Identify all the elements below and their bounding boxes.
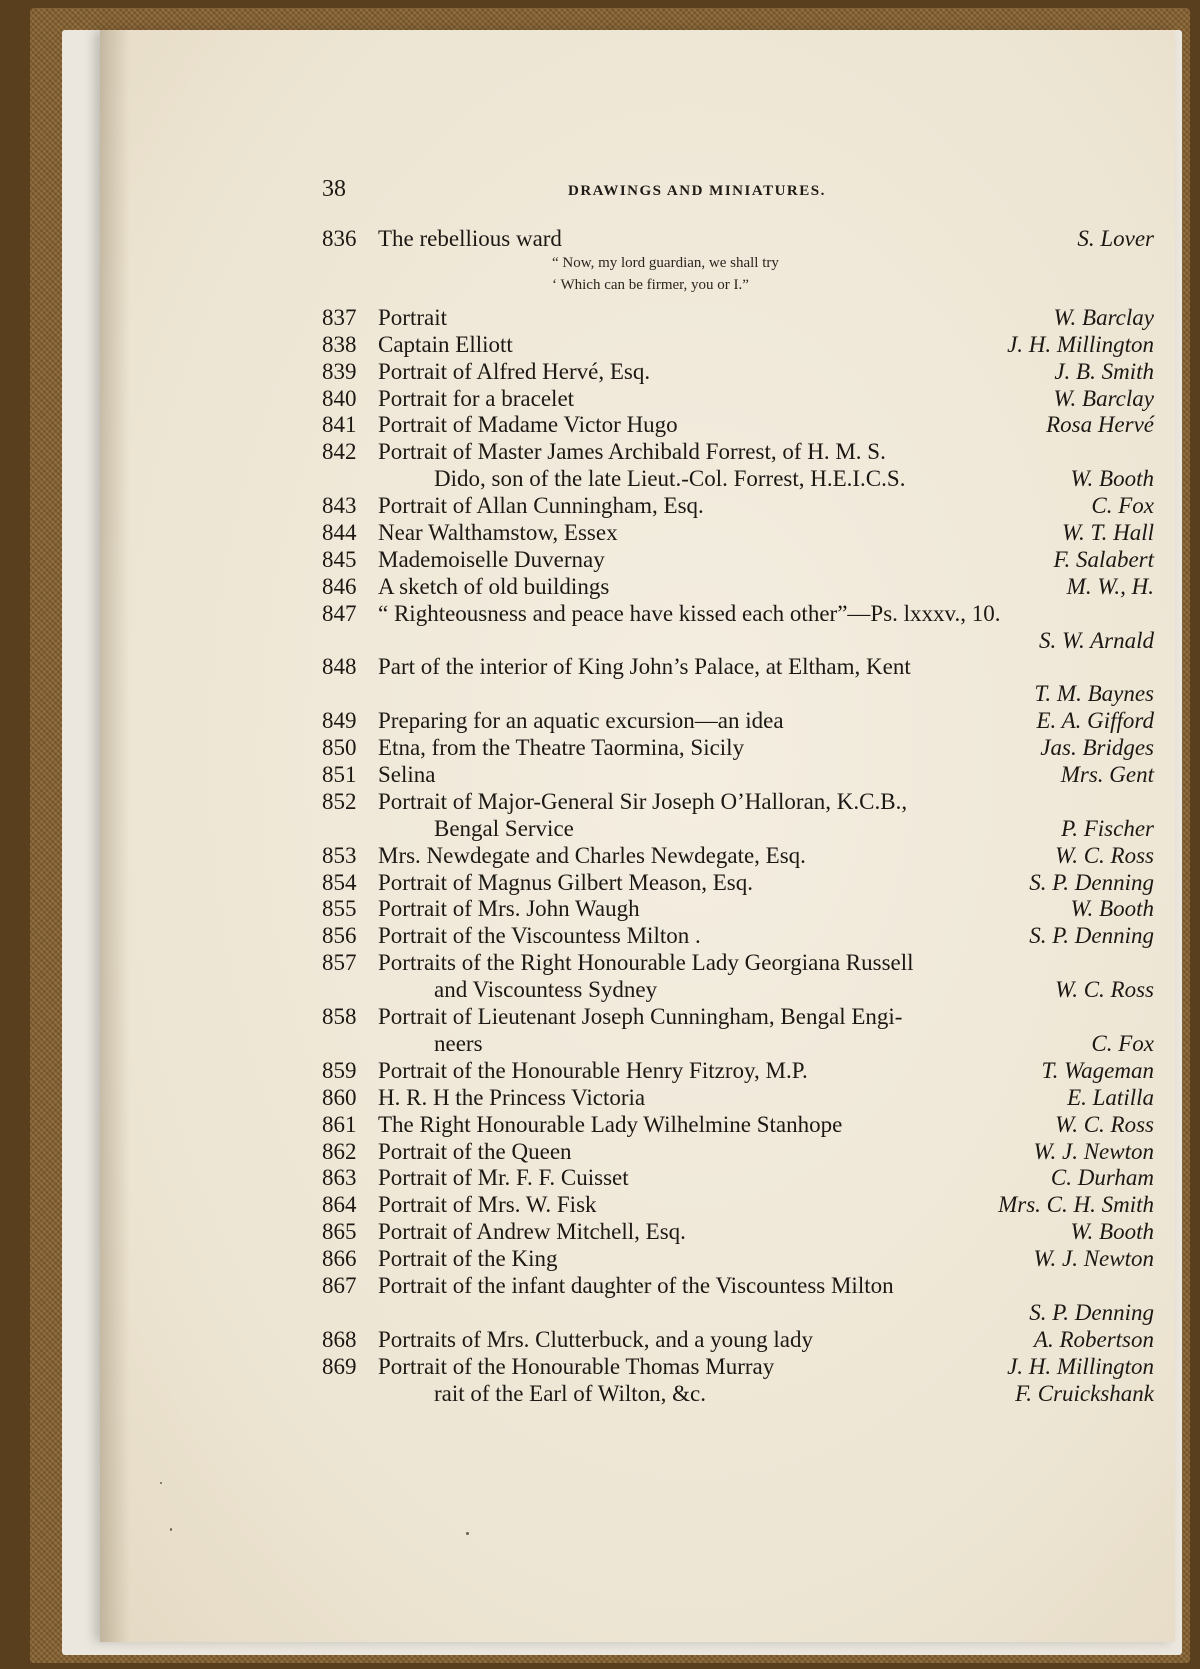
catalogue-entry: [322, 896, 1154, 923]
entry-artist: F. Salabert: [1053, 546, 1154, 572]
entry-artist-line: [322, 628, 1154, 655]
entry-number: 850: [322, 735, 357, 761]
entry-artist: S. P. Denning: [1029, 1299, 1154, 1325]
catalogue-entry: [322, 1219, 1154, 1246]
entry-number: 848: [322, 654, 357, 680]
entry-artist: S. W. Arnald: [1038, 627, 1154, 653]
entry-title: Portrait of the Honourable Thomas Murray: [378, 1353, 775, 1379]
catalogue-entry: [322, 493, 1154, 520]
entry-number: 842: [322, 439, 357, 465]
catalogue-entry: [322, 762, 1154, 789]
entry-title: Portrait of Andrew Mitchell, Esq.: [378, 1219, 686, 1245]
entry-artist: W. Barclay: [1053, 304, 1154, 330]
entry-title: Portrait of the Viscountess Milton .: [378, 923, 701, 949]
catalogue-entry: [322, 923, 1154, 950]
entry-artist: C. Fox: [1091, 493, 1154, 519]
entry-continuation: [322, 816, 1154, 843]
entry-artist: W. C. Ross: [1055, 842, 1154, 868]
catalogue-entry: [322, 439, 1154, 466]
entry-artist: W. J. Newton: [1033, 1246, 1154, 1272]
entry-artist: T. M. Baynes: [1034, 681, 1154, 707]
entry-artist: C. Fox: [1091, 1030, 1154, 1056]
catalogue-entry: [322, 1381, 1154, 1408]
catalogue-entry: [322, 1246, 1154, 1273]
entry-title: “ Righteousness and peace have kissed each other”—Ps. lxxxv., 10.: [378, 600, 1001, 626]
entry-number: 855: [322, 896, 357, 922]
entry-title: Portrait of the Honourable Henry Fitzroy, M.P.: [378, 1057, 808, 1083]
entry-number: 852: [322, 788, 357, 814]
catalogue-entry: [322, 654, 1154, 681]
entry-title: Portrait for a bracelet: [378, 385, 575, 411]
entry-artist: T. Wageman: [1041, 1057, 1154, 1083]
entry-number: 840: [322, 385, 357, 411]
catalogue-entry: [322, 735, 1154, 762]
catalogue-entry: [322, 1139, 1154, 1166]
entry-artist: A. Robertson: [1033, 1326, 1154, 1352]
catalogue-entry: [322, 1058, 1154, 1085]
entry-artist: P. Fischer: [1061, 815, 1154, 841]
entry-title: H. R. H the Princess Victoria: [378, 1084, 646, 1110]
entry-title-continued: Dido, son of the late Lieut.-Col. Forrest, H.E.I.C.S.: [434, 466, 906, 492]
entry-title: Portrait of the King: [378, 1246, 558, 1272]
entry-artist: Mrs. Gent: [1060, 762, 1154, 788]
catalogue-entries: [322, 226, 1154, 1407]
paper-speck: [466, 1532, 469, 1535]
entry-artist: S. Lover: [1077, 226, 1154, 251]
entry-number: 846: [322, 573, 357, 599]
entry-title: A sketch of old buildings: [378, 573, 610, 599]
entry-title-continued: Bengal Service: [434, 815, 574, 841]
entry-number: 838: [322, 331, 357, 357]
entry-artist: M. W., H.: [1066, 573, 1154, 599]
entry-number: 839: [322, 358, 357, 384]
entry-title: Mademoiselle Duvernay: [378, 546, 605, 572]
entry-title: Selina: [378, 762, 436, 788]
entry-artist: C. Durham: [1050, 1165, 1154, 1191]
entry-number: 844: [322, 520, 357, 546]
entry-artist: S. P. Denning: [1029, 923, 1154, 949]
entry-artist-line: [322, 681, 1154, 708]
entry-number: 845: [322, 546, 357, 572]
catalogue-entry: [322, 1085, 1154, 1112]
entry-artist-line: [322, 1300, 1154, 1327]
catalogue-entry: [322, 1004, 1154, 1031]
paper-speck: [170, 1528, 172, 1531]
entry-quotation: “ Now, my lord guardian, we shall try: [552, 254, 779, 271]
catalogue-entry: [322, 547, 1154, 574]
catalogue-entry: [322, 950, 1154, 977]
entry-title: Portrait of Magnus Gilbert Meason, Esq.: [378, 869, 753, 895]
entry-number: 868: [322, 1326, 357, 1352]
entry-title: Portrait of Mr. F. F. Cuisset: [378, 1165, 629, 1191]
entry-continuation: [322, 977, 1154, 1004]
entry-number: 862: [322, 1138, 357, 1164]
entry-number: 836: [322, 226, 357, 251]
entry-number: 865: [322, 1219, 357, 1245]
entry-title: Mrs. Newdegate and Charles Newdegate, Esq.: [378, 842, 806, 868]
entry-number: 851: [322, 762, 357, 788]
entry-number: 853: [322, 842, 357, 868]
entry-title: Portrait: [378, 304, 447, 330]
entry-title: The rebellious ward: [378, 226, 562, 251]
catalogue-entry: [322, 305, 1154, 332]
entry-quotation: ‘ Which can be firmer, you or I.”: [552, 276, 749, 293]
entry-artist: J. H. Millington: [1007, 1353, 1154, 1379]
entry-title: Portraits of the Right Honourable Lady Georgiana Russell: [378, 950, 914, 976]
entry-number: 863: [322, 1165, 357, 1191]
entry-artist: Rosa Hervé: [1046, 412, 1154, 438]
entry-number: 861: [322, 1111, 357, 1137]
page-header: [322, 176, 962, 206]
entry-title: Portrait of Allan Cunningham, Esq.: [378, 493, 704, 519]
catalogue-entry: [322, 870, 1154, 897]
entry-number: 849: [322, 708, 357, 734]
catalogue-entry: [322, 789, 1154, 816]
catalogue-entry: [322, 1112, 1154, 1139]
page-number: 38: [322, 176, 346, 202]
entry-artist: F. Cruickshank: [1015, 1380, 1154, 1406]
catalogue-entry: [322, 359, 1154, 386]
catalogue-entry: [322, 226, 1154, 253]
entry-title: Near Walthamstow, Essex: [378, 520, 618, 546]
entry-continuation: [322, 466, 1154, 493]
entry-artist: W. Barclay: [1053, 385, 1154, 411]
catalogue-entry: [322, 708, 1154, 735]
entry-artist: E. Latilla: [1067, 1084, 1154, 1110]
entry-number: 858: [322, 1004, 357, 1030]
entry-number: 854: [322, 869, 357, 895]
entry-number: 843: [322, 493, 357, 519]
entry-artist: S. P. Denning: [1029, 869, 1154, 895]
entry-artist: J. H. Millington: [1007, 331, 1154, 357]
page-gutter-shadow: [100, 30, 130, 1642]
entry-number: 847: [322, 600, 357, 626]
entry-number: 869: [322, 1353, 357, 1379]
entry-title: Portrait of Alfred Hervé, Esq.: [378, 358, 651, 384]
entry-title: Etna, from the Theatre Taormina, Sicily: [378, 735, 745, 761]
entry-title: rait of the Earl of Wilton, &c.: [434, 1380, 707, 1406]
catalogue-entry: [322, 1354, 1154, 1381]
paper-speck: [160, 1482, 162, 1484]
entry-artist: W. J. Newton: [1033, 1138, 1154, 1164]
entry-title: Portrait of the Queen: [378, 1138, 572, 1164]
catalogue-entry: [322, 332, 1154, 359]
entry-artist: W. T. Hall: [1061, 520, 1154, 546]
catalogue-entry: [322, 1165, 1154, 1192]
catalogue-entry: [322, 1192, 1154, 1219]
catalogue-entry: [322, 1273, 1154, 1300]
entry-artist: E. A. Gifford: [1036, 708, 1154, 734]
catalogue-entry: [322, 412, 1154, 439]
entry-artist: W. C. Ross: [1055, 1111, 1154, 1137]
entry-title: Captain Elliott: [378, 331, 513, 357]
entry-title: Portrait of Lieutenant Joseph Cunningham, Bengal Engi-: [378, 1004, 903, 1030]
catalogue-entry: [322, 1327, 1154, 1354]
entry-title-continued: neers: [434, 1030, 483, 1056]
entry-title: Portrait of the infant daughter of the Viscountess Milton: [378, 1272, 894, 1298]
entry-number: 841: [322, 412, 357, 438]
entry-artist: Mrs. C. H. Smith: [998, 1192, 1154, 1218]
entry-title: Portrait of Mrs. John Waugh: [378, 896, 640, 922]
entry-number: 864: [322, 1192, 357, 1218]
entry-number: 857: [322, 950, 357, 976]
catalogue-entry: [322, 386, 1154, 413]
catalogue-entry: [322, 520, 1154, 547]
entry-title: Portraits of Mrs. Clutterbuck, and a young lady: [378, 1326, 814, 1352]
entry-title: The Right Honourable Lady Wilhelmine Stanhope: [378, 1111, 843, 1137]
catalogue-entry: [322, 574, 1154, 601]
entry-number: 860: [322, 1084, 357, 1110]
entry-title: Portrait of Master James Archibald Forrest, of H. M. S.: [378, 439, 886, 465]
entry-artist: W. Booth: [1070, 1219, 1154, 1245]
entry-artist: W. Booth: [1070, 466, 1154, 492]
entry-title: Part of the interior of King John’s Palace, at Eltham, Kent: [378, 654, 911, 680]
entry-title: Portrait of Madame Victor Hugo: [378, 412, 678, 438]
running-head: DRAWINGS AND MINIATURES.: [568, 183, 826, 199]
entry-title-continued: and Viscountess Sydney: [434, 977, 658, 1003]
entry-artist: W. Booth: [1070, 896, 1154, 922]
entry-number: 837: [322, 304, 357, 330]
entry-artist: J. B. Smith: [1054, 358, 1154, 384]
entry-number: 856: [322, 923, 357, 949]
entry-artist: Jas. Bridges: [1040, 735, 1154, 761]
entry-number: 866: [322, 1246, 357, 1272]
catalogue-entry: [322, 843, 1154, 870]
entry-title: Portrait of Major-General Sir Joseph O’Halloran, K.C.B.,: [378, 788, 908, 814]
entry-artist: W. C. Ross: [1055, 977, 1154, 1003]
entry-title: Preparing for an aquatic excursion—an idea: [378, 708, 784, 734]
catalogue-entry: [322, 601, 1154, 628]
entry-title: Portrait of Mrs. W. Fisk: [378, 1192, 597, 1218]
entry-number: 867: [322, 1272, 357, 1298]
entry-continuation: [322, 1031, 1154, 1058]
entry-number: 859: [322, 1057, 357, 1083]
